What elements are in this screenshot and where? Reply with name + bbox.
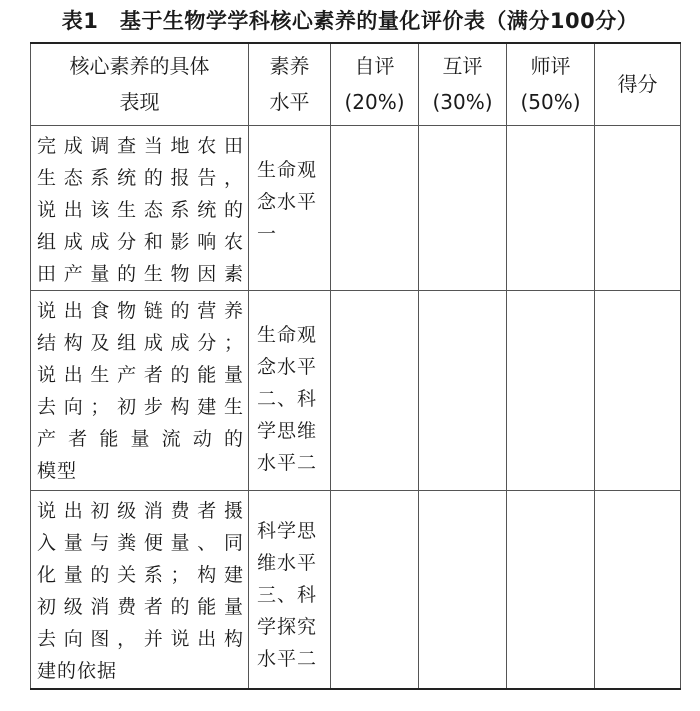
description-line: 结构及组成成分； [37,331,244,354]
teacher-eval-cell[interactable] [507,490,595,689]
header-self-eval [331,43,419,125]
row-level [249,290,331,490]
score-cell[interactable] [595,125,681,290]
row-description [31,290,249,490]
header-teacher-eval-line-1: 师评 [530,54,571,79]
score-cell[interactable] [595,290,681,490]
description-line: 生态系统的报告， [37,166,244,189]
row-description [31,490,249,689]
peer-eval-cell[interactable] [419,490,507,689]
description-line: 产者能量流动的 [37,427,244,450]
level-line: 科学思 [257,519,318,542]
description-line: 建的依据 [37,659,118,682]
header-peer-eval-line-2: (30%) [432,90,493,115]
header-teacher-eval [507,43,595,125]
teacher-eval-cell[interactable] [507,125,595,290]
description-line: 说出该生态系统的 [37,198,244,221]
header-self-eval-line-2: (20%) [344,90,405,115]
description-line: 入量与粪便量、同 [37,531,244,554]
header-description [31,43,249,125]
table-row [31,290,681,490]
description-line: 说出食物链的营养 [37,299,244,322]
level-line: 一 [257,222,278,245]
header-peer-eval [419,43,507,125]
header-description-line-1: 核心素养的具体 [69,54,210,79]
level-line: 水平二 [257,451,318,474]
level-line: 念水平 [257,190,318,213]
header-row [31,43,681,125]
description-line: 化量的关系；构建 [37,563,244,586]
level-line: 生命观 [257,323,318,346]
row-description [31,125,249,290]
evaluation-table [30,42,681,690]
table-row [31,490,681,689]
header-peer-eval-line-1: 互评 [442,54,483,79]
self-eval-cell[interactable] [331,290,419,490]
teacher-eval-cell[interactable] [507,290,595,490]
row-level [249,125,331,290]
level-line: 维水平 [257,551,318,574]
header-score: 得分 [595,43,681,125]
header-self-eval-line-1: 自评 [354,54,395,79]
header-level [249,43,331,125]
header-teacher-eval-line-2: (50%) [520,90,581,115]
self-eval-cell[interactable] [331,125,419,290]
header-level-line-1: 素养 [269,54,310,79]
header-level-line-2: 水平 [269,90,310,115]
description-line: 说出初级消费者摄 [37,499,244,522]
description-line: 模型 [37,459,78,482]
peer-eval-cell[interactable] [419,125,507,290]
level-line: 三、科 [257,583,318,606]
level-line: 生命观 [257,158,318,181]
description-line: 完成调查当地农田 [37,134,244,157]
description-line: 去向；初步构建生 [37,395,244,418]
level-line: 念水平 [257,355,318,378]
description-line: 初级消费者的能量 [37,595,244,618]
header-description-line-2: 表现 [119,90,160,115]
description-line: 去向图，并说出构 [37,627,244,650]
level-line: 水平二 [257,647,318,670]
table-row [31,125,681,290]
description-line: 田产量的生物因素 [37,262,244,285]
description-line: 说出生产者的能量 [37,363,244,386]
row-level [249,490,331,689]
table-caption: 表1 基于生物学学科核心素养的量化评价表（满分100分） [61,9,639,33]
level-line: 学探究 [257,615,318,638]
level-line: 学思维 [257,419,318,442]
description-line: 组成成分和影响农 [37,230,244,253]
level-line: 二、科 [257,387,318,410]
self-eval-cell[interactable] [331,490,419,689]
peer-eval-cell[interactable] [419,290,507,490]
score-cell[interactable] [595,490,681,689]
